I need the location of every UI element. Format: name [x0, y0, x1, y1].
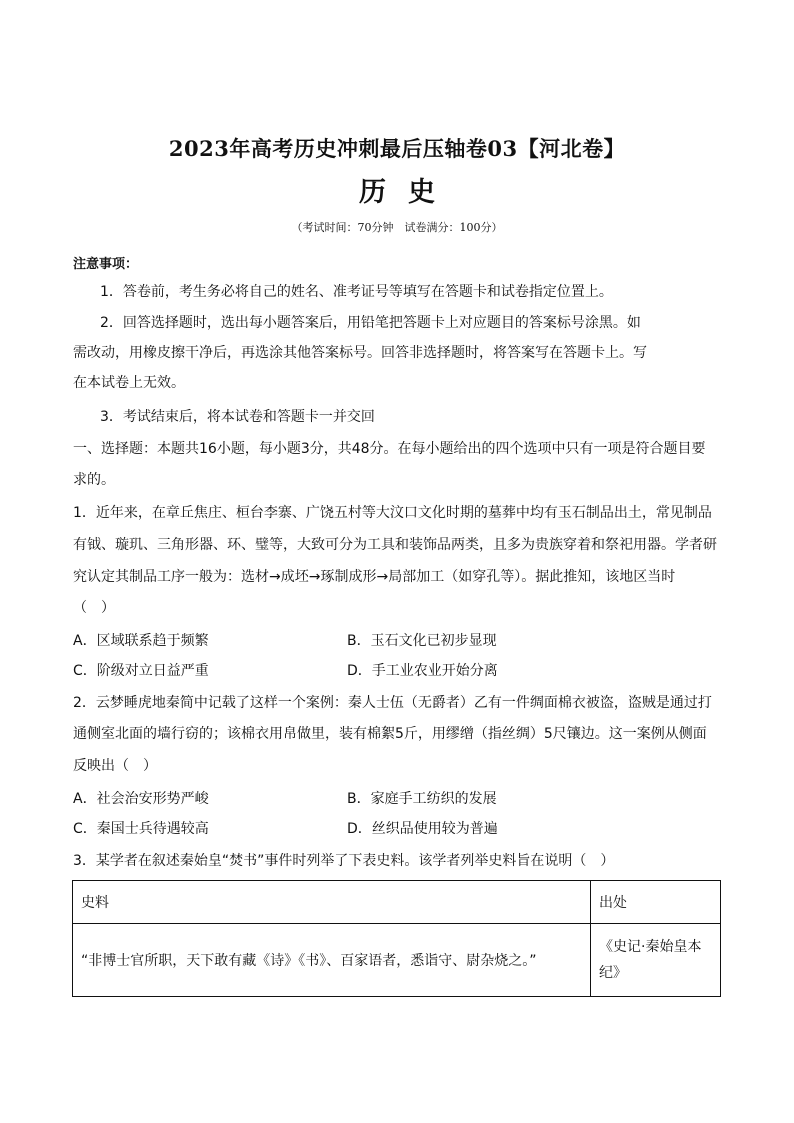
question-3-stem: 3．某学者在叙述秦始皇“焚书”事件时列举了下表史料。该学者列举史料旨在说明（ ） — [73, 853, 615, 869]
notice-item-2-line-2: 需改动，用橡皮擦干净后，再选涂其他答案标号。回答非选择题时，将答案写在答题卡上。写 — [73, 345, 647, 361]
question-1-option-a[interactable]: A．区域联系趋于频繁 — [73, 633, 209, 649]
notice-item-1: 1．答卷前，考生务必将自己的姓名、准考证号等填写在答题卡和试卷指定位置上。 — [100, 284, 613, 300]
table-header-origin: 出处 — [591, 881, 721, 924]
table-cell-origin-line-1: 《史记·秦始皇本 — [599, 939, 702, 955]
table-header-row — [73, 881, 721, 924]
question-1-option-d[interactable]: D．手工业农业开始分离 — [347, 663, 498, 679]
question-2-line-2: 通侧室北面的墙行窃的；该棉衣用帛做里，装有棉絮5斤，用缪缯（指丝绸）5尺镶边。这一案例从侧面 — [73, 726, 707, 742]
question-1-line-3: 究认定其制品工序一般为：选材→成坯→琢制成形→局部加工（如穿孔等）。据此推知，该地区当时 — [73, 569, 676, 585]
section-instruction-line-1: 一、选择题：本题共16小题，每小题3分，共48分。在每小题给出的四个选项中只有一项是符合题目要 — [73, 441, 706, 457]
notice-item-2-line-3: 在本试卷上无效。 — [73, 375, 185, 391]
question-2-option-c[interactable]: C．秦国士兵待遇较高 — [73, 821, 209, 837]
table-header-source: 史料 — [73, 881, 591, 924]
table-cell-origin — [591, 924, 721, 997]
notice-heading: 注意事项： — [73, 257, 139, 272]
subject-heading: 历史 — [359, 177, 457, 208]
question-1-line-4: （ ） — [73, 600, 115, 616]
question-2-option-d[interactable]: D．丝织品使用较为普遍 — [347, 821, 498, 837]
table-cell-source-text: “非博士官所职，天下敢有藏《诗》《书》、百家语者，悉诣守、尉杂烧之。” — [73, 924, 591, 997]
question-1-option-c[interactable]: C．阶级对立日益严重 — [73, 663, 209, 679]
question-1-option-b[interactable]: B．玉石文化已初步显现 — [347, 633, 497, 649]
source-table — [72, 880, 721, 997]
question-1-line-1: 1．近年来，在章丘焦庄、桓台李寨、广饶五村等大汶口文化时期的墓葬中均有玉石制品出土，常见制品 — [73, 505, 712, 521]
table-row — [73, 924, 721, 997]
notice-item-3: 3．考试结束后，将本试卷和答题卡一并交回 — [100, 409, 375, 425]
question-1-line-2: 有钺、璇玑、三角形器、环、璧等，大致可分为工具和装饰品两类，且多为贵族穿着和祭祀用器。学者研 — [73, 537, 717, 553]
exam-meta: （考试时间：70分钟 试卷满分：100分） — [291, 221, 503, 234]
table-cell-origin-line-2: 纪》 — [599, 965, 627, 981]
question-2-line-3: 反映出（ ） — [73, 758, 157, 774]
exam-title: 2023年高考历史冲刺最后压轴卷03【河北卷】 — [168, 136, 626, 161]
question-2-option-b[interactable]: B．家庭手工纺织的发展 — [347, 791, 497, 807]
notice-item-2-line-1: 2．回答选择题时，选出每小题答案后，用铅笔把答题卡上对应题目的答案标号涂黑。如 — [100, 315, 641, 331]
question-2-option-a[interactable]: A．社会治安形势严峻 — [73, 791, 209, 807]
section-instruction-line-2: 求的。 — [73, 472, 115, 488]
question-2-line-1: 2．云梦睡虎地秦简中记载了这样一个案例：秦人士伍（无爵者）乙有一件绸面棉衣被盗，盗贼是通过打 — [73, 695, 712, 711]
